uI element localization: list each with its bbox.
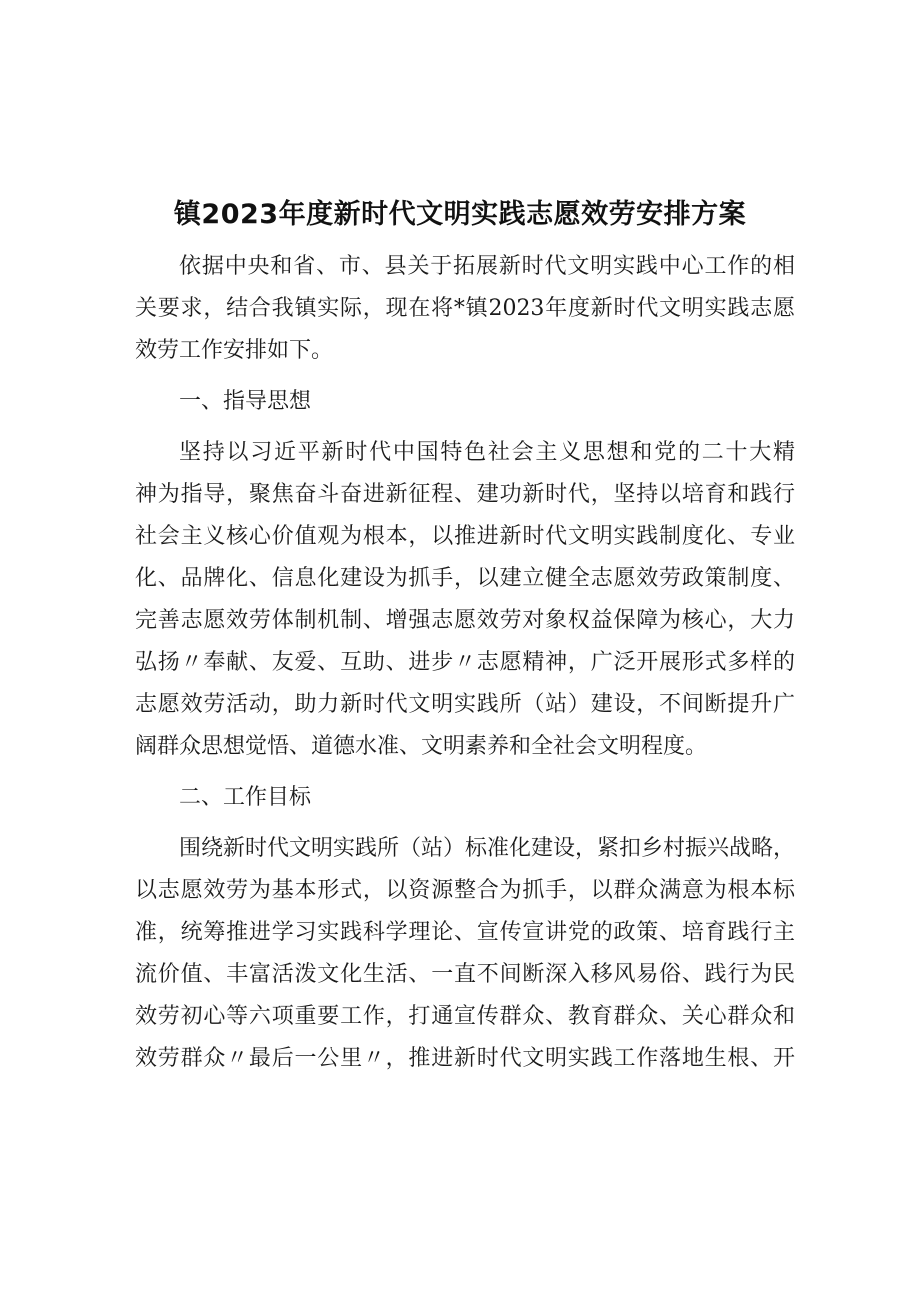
paragraph-line: 社会主义核心价值观为根本，以推进新时代文明实践制度化、专业 xyxy=(135,524,795,549)
paragraph-line: 神为指导，聚焦奋斗奋进新征程、建功新时代，坚持以培育和践行 xyxy=(135,482,795,507)
section-heading-work-goals xyxy=(135,777,795,819)
paragraph-line: 化、品牌化、信息化建设为抓手，以建立健全志愿效劳政策制度、 xyxy=(135,566,795,591)
paragraph-line: 围绕新时代文明实践所（站）标准化建设，紧扣乡村振兴战略， xyxy=(179,836,796,861)
section-heading-guiding-thought xyxy=(135,381,795,423)
paragraph-line: 效劳群众〃最后一公里〃，推进新时代文明实践工作落地生根、开 xyxy=(135,1046,795,1071)
paragraph-line: 依据中央和省、市、县关于拓展新时代文明实践中心工作的相 xyxy=(179,254,795,279)
paragraph-line: 弘扬〃奉献、友爱、互助、进步〃志愿精神，广泛开展形式多样的 xyxy=(135,650,795,675)
section-heading: 二、工作目标 xyxy=(179,785,312,810)
paragraph-line: 效劳初心等六项重要工作，打通宣传群众、教育群众、关心群众和 xyxy=(135,1004,795,1029)
paragraph-line: 关要求，结合我镇实际，现在将*镇2023年度新时代文明实践志愿 xyxy=(135,296,795,321)
paragraph-line: 以志愿效劳为基本形式，以资源整合为抓手，以群众满意为根本标 xyxy=(135,878,795,903)
paragraph-line: 流价值、丰富活泼文化生活、一直不间断深入移风易俗、践行为民 xyxy=(135,962,795,987)
document-title: 镇2023年度新时代文明实践志愿效劳安排方案 xyxy=(173,199,747,230)
paragraph-line: 坚持以习近平新时代中国特色社会主义思想和党的二十大精 xyxy=(179,440,795,465)
document-body xyxy=(135,246,795,1080)
paragraph-line: 志愿效劳活动，助力新时代文明实践所（站）建设，不间断提升广 xyxy=(135,692,795,717)
paragraph-line: 准，统筹推进学习实践科学理论、宣传宣讲党的政策、培育践行主 xyxy=(135,920,795,945)
section-heading: 一、指导思想 xyxy=(179,389,312,414)
paragraph-line: 完善志愿效劳体制机制、增强志愿效劳对象权益保障为核心，大力 xyxy=(135,608,795,633)
paragraph-line: 效劳工作安排如下。 xyxy=(135,338,334,363)
paragraph-guiding xyxy=(135,432,795,768)
paragraph-intro xyxy=(135,246,795,372)
paragraph-goals xyxy=(135,828,795,1080)
paragraph-line: 阔群众思想觉悟、道德水准、文明素养和全社会文明程度。 xyxy=(135,734,708,759)
